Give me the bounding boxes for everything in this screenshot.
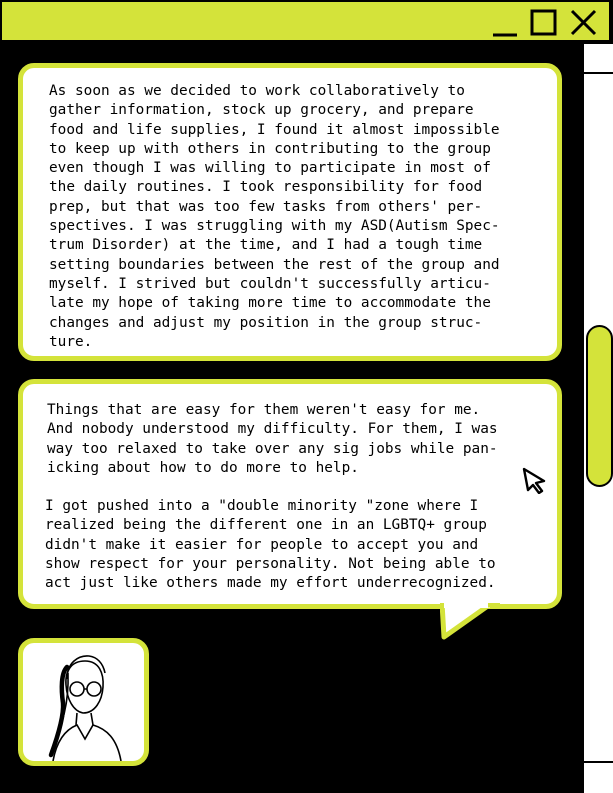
message-paragraph: Things that are easy for them weren't easy for me. And nobody understood my difficulty. For them, I was way too relaxed to take over any sig jobs while pan- icking about how to do more to help. xyxy=(47,402,498,476)
scrollbar-divider xyxy=(584,761,613,763)
close-icon[interactable] xyxy=(567,6,601,40)
speech-bubble-tail xyxy=(440,603,500,643)
window-title-bar xyxy=(0,0,611,42)
minimize-icon[interactable] xyxy=(490,6,524,40)
mouse-pointer-icon xyxy=(521,466,549,494)
message-paragraph: I got pushed into a "double minority "zone where I realized being the different one in an LGBTQ+ group didn't make it easier for people to accept you and show respect for your personality. Not being able to act just like others made my effort underrecognized. xyxy=(45,498,496,592)
maximize-icon[interactable] xyxy=(528,6,562,40)
message-text: As soon as we decided to work collaboratively to gather information, stock up grocery, and prepare food and life supplies, I found it almost impossible to keep up with others in contributing to the group even though I was willing to participate in most of the daily routines. I took responsibility for food prep, but that was too few tasks from others' per- spectives. I was struggling with my ASD(Autism Spec- trum Disorder) at the time, and I had a tough time setting boundaries between the rest of the group and myself. I strived but couldn't successfully articu- late my hope of taking more time to accommodate the changes and adjust my position in the group struc- ture. xyxy=(49,83,500,350)
person-with-glasses-avatar xyxy=(18,638,149,766)
scrollbar-divider xyxy=(584,72,613,74)
chat-bubble xyxy=(18,379,562,609)
vertical-scrollbar[interactable] xyxy=(582,44,613,793)
scrollbar-thumb[interactable] xyxy=(586,325,613,487)
chat-bubble xyxy=(18,63,562,361)
